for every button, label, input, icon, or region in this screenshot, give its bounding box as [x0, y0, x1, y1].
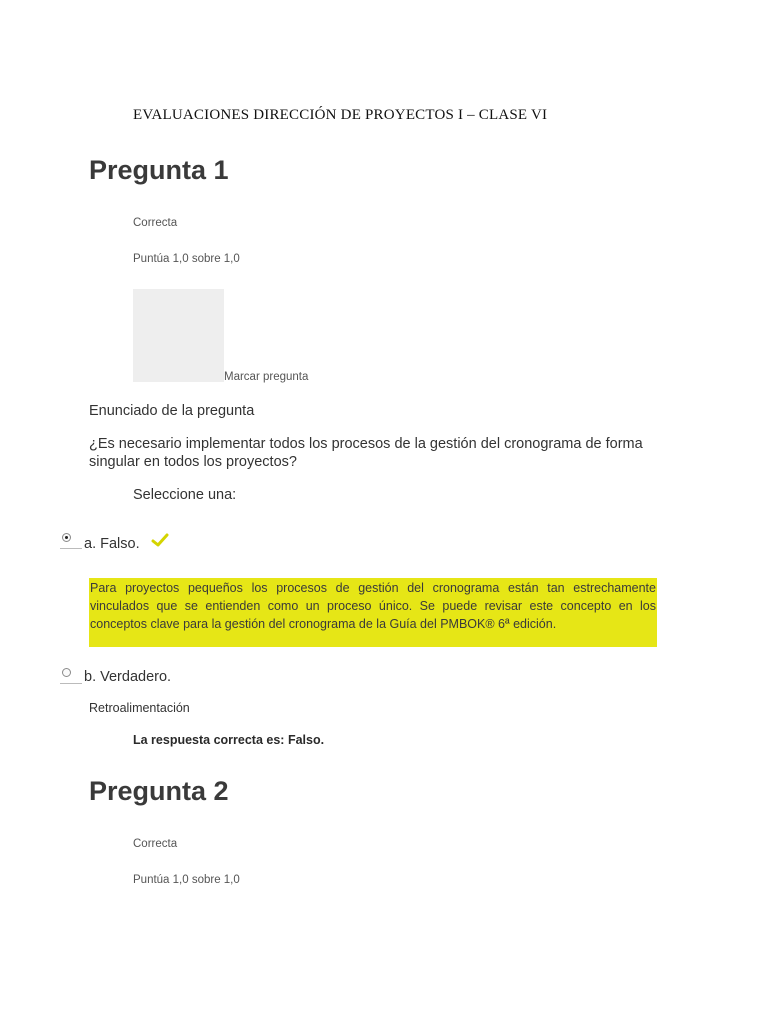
option-b-label[interactable]: b. Verdadero. — [84, 669, 172, 685]
radio-underline — [60, 683, 82, 684]
question-1-heading: Pregunta 1 — [89, 155, 229, 185]
feedback-label: Retroalimentación — [89, 701, 190, 715]
flag-question-link[interactable]: Marcar pregunta — [224, 371, 309, 383]
radio-underline — [60, 548, 82, 549]
question-2-score: Puntúa 1,0 sobre 1,0 — [133, 874, 240, 886]
question-1-status: Correcta — [133, 217, 178, 229]
statement-label: Enunciado de la pregunta — [89, 403, 255, 419]
question-1-score: Puntúa 1,0 sobre 1,0 — [133, 253, 240, 265]
radio-unchecked-icon[interactable] — [62, 668, 71, 677]
option-a-label[interactable]: a. Falso. — [84, 536, 140, 552]
question-2-status: Correcta — [133, 838, 178, 850]
question-2-heading: Pregunta 2 — [89, 776, 229, 806]
document-title: EVALUACIONES DIRECCIÓN DE PROYECTOS I – CLASE VI — [133, 107, 548, 123]
correct-answer: La respuesta correcta es: Falso. — [133, 733, 325, 747]
check-icon — [151, 532, 169, 548]
radio-checked-icon[interactable] — [62, 533, 71, 542]
select-one-prompt: Seleccione una: — [133, 487, 237, 503]
flag-placeholder-image[interactable] — [133, 289, 224, 382]
option-feedback: Para proyectos pequeños los procesos de gestión del cronograma están tan estrechamente vinculados que se entienden como un proceso único. Se puede revisar este concepto en los conceptos clave para la gestión del cronograma de la Guía del PMBOK® 6ª edición. — [89, 578, 657, 647]
question-1-text: ¿Es necesario implementar todos los procesos de la gestión del cronograma de forma singular en todos los proyectos? — [89, 436, 643, 470]
